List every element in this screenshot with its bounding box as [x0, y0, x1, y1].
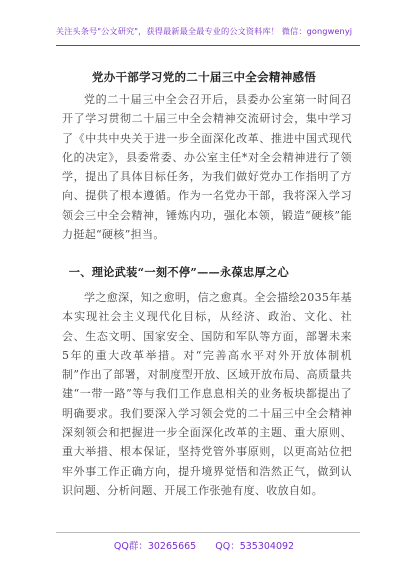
footer-contact: [0, 538, 408, 552]
header-divider: [56, 45, 360, 46]
document-title: 党办干部学习党的二十届三中全会精神感悟: [91, 70, 317, 84]
header-promo-note: 关注头条号"公文研究"，获得最新最全最专业的公文资料库！ 微信：gongwenyj: [55, 26, 353, 36]
footer-divider: [56, 532, 360, 533]
footer-qq-group: QQ群：30265665: [113, 541, 197, 552]
section-heading-1: 一、理论武装“一刻不停”——永葆忠厚之心: [68, 265, 289, 279]
paragraph-section-1: 学之愈深，知之愈明，信之愈真。全会描绘2035年基本实现社会主义现代化目标，从经济、政治、文化、社会、生态文明、国家安全、国防和军队等方面，部署未来5年的重大改革举措。对“完善高水平对外开放体制机制”作出了部署，对制度型开放、区域开放布局、高质量共建“一带一路”等与我们工作息息相关的业务板块都提出了明确要求。我们要深入学习领会党的二十届三中全会精神深刻领会和把握进一步全面深化改革的主题、重大原则、重大举措、根本保证，坚持党管外事原则，以更高站位把牢外事工作正确方向，提升境界觉悟和浩然正气，做到认识问题、分析问题、开展工作张弛有度、收放自如。: [62, 291, 352, 497]
footer-qq-number: QQ：535304092: [215, 541, 295, 552]
paragraph-intro: 党的二十届三中全会召开后，县委办公室第一时间召开了学习贯彻二十届三中全会精神交流研讨会，集中学习了《中共中央关于进一步全面深化改革、推进中国式现代化的决定》，县委常委、办公室主任*对全会精神进行了领学，提出了具体目标任务，为我们做好党办工作指明了方向、提供了根本遵循。作为一名党办干部，我将深入学习领会三中全会精神，锤炼内功，强化本领，锻造“硬核”能力挺起“硬核”担当。: [62, 93, 352, 242]
